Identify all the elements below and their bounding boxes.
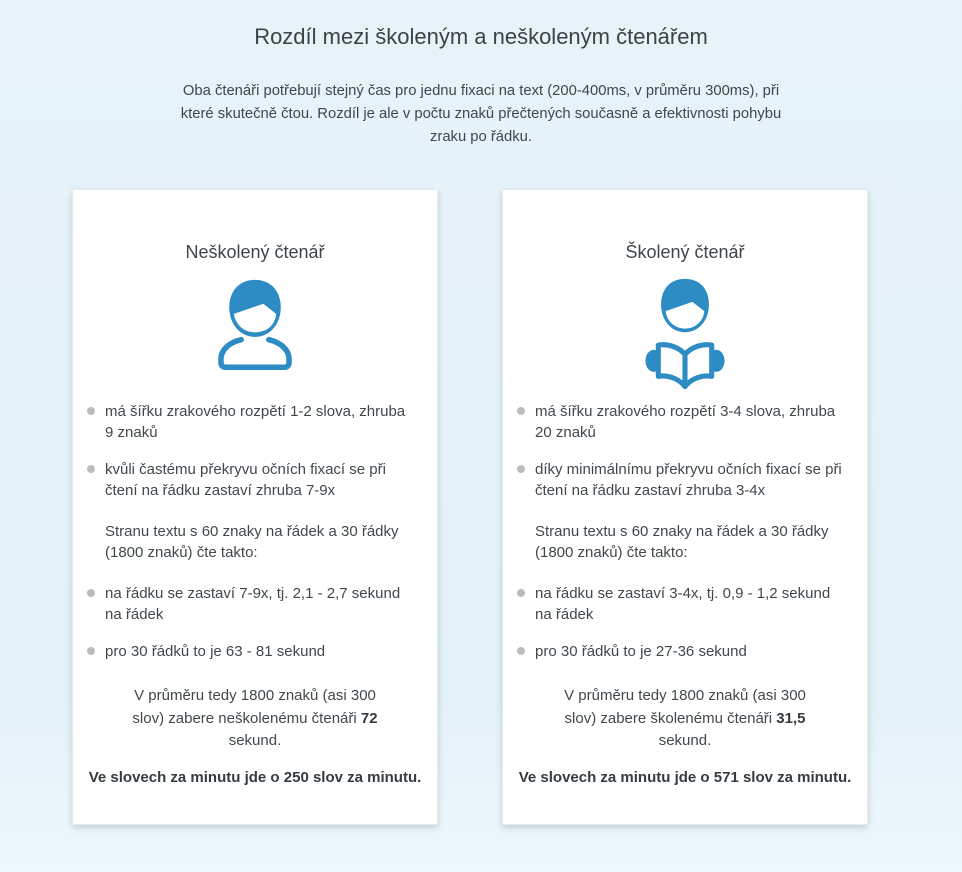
card-trained-reader [502,189,868,825]
card-untrained-reader [72,189,438,825]
feature-list [73,401,437,678]
card-title: Školený čtenář [625,241,745,262]
list-note: Stranu textu s 60 znaky na řádek a 30 řádky (1800 znaků) čte takto: [105,522,399,561]
list-item [87,459,417,501]
intro-text: Oba čtenáři potřebují stejný čas pro jednu fixaci na text (200-400ms, v průměru 300ms), při které skutečně čtou. Rozdíl je ale v počtu znaků přečtených současně a efektivnosti pohybu zraku po řádku. [180,83,782,145]
list-item-text: na řádku se zastaví 7-9x, tj. 2,1 - 2,7 sekund na řádek [105,584,401,623]
list-item-text: pro 30 řádků to je 63 - 81 sekund [105,642,326,660]
summary-text [73,685,437,753]
feature-list [503,401,867,678]
bullet-dot-icon [517,407,525,415]
bullet-dot-icon [87,589,95,597]
summary-suffix: sekund. [228,732,282,750]
list-item-text: má šířku zrakového rozpětí 1-2 slova, zhruba 9 znaků [105,402,406,441]
bullet-dot-icon [87,407,95,415]
reading-person-icon [639,277,731,394]
summary-value: 72 [360,709,378,727]
summary-suffix: sekund. [658,732,712,750]
conclusion-text: Ve slovech za minutu jde o 571 slov za minutu. [518,768,852,786]
list-item-text: kvůli častému překryvu očních fixací se při čtení na řádku zastaví zhruba 7-9x [105,460,386,499]
list-note: Stranu textu s 60 znaky na řádek a 30 řádky (1800 znaků) čte takto: [535,522,829,561]
card-icon-wrap [73,277,437,397]
card-title: Neškolený čtenář [185,241,325,262]
conclusion-text: Ve slovech za minutu jde o 250 slov za minutu. [88,768,422,786]
summary-prefix: V průměru tedy 1800 znaků (asi 300 slov) zabere neškolenému čtenáři [132,687,376,727]
list-item [517,459,847,501]
list-item [87,401,417,443]
bullet-dot-icon [87,465,95,473]
list-item [517,583,847,625]
bullet-dot-icon [517,647,525,655]
list-item-text: má šířku zrakového rozpětí 3-4 slova, zhruba 20 znaků [535,402,836,441]
comparison-cards-row [0,189,962,825]
list-item-text: díky minimálnímu překryvu očních fixací se při čtení na řádku zastaví zhruba 3-4x [535,460,842,499]
card-icon-wrap [503,277,867,397]
bullet-dot-icon [517,589,525,597]
bullet-dot-icon [87,647,95,655]
list-item [517,641,847,662]
list-item [87,583,417,625]
person-icon [209,277,301,372]
summary-prefix: V průměru tedy 1800 znaků (asi 300 slov) zabere školenému čtenáři [564,687,806,727]
summary-text [503,685,867,753]
list-item [87,641,417,662]
list-item [517,401,847,443]
summary-value: 31,5 [776,709,806,727]
page-title: Rozdíl mezi školeným a neškoleným čtenářem [254,24,708,49]
list-item-text: pro 30 řádků to je 27-36 sekund [535,642,747,660]
list-item-text: na řádku se zastaví 3-4x, tj. 0,9 - 1,2 sekund na řádek [535,584,831,623]
bullet-dot-icon [517,465,525,473]
